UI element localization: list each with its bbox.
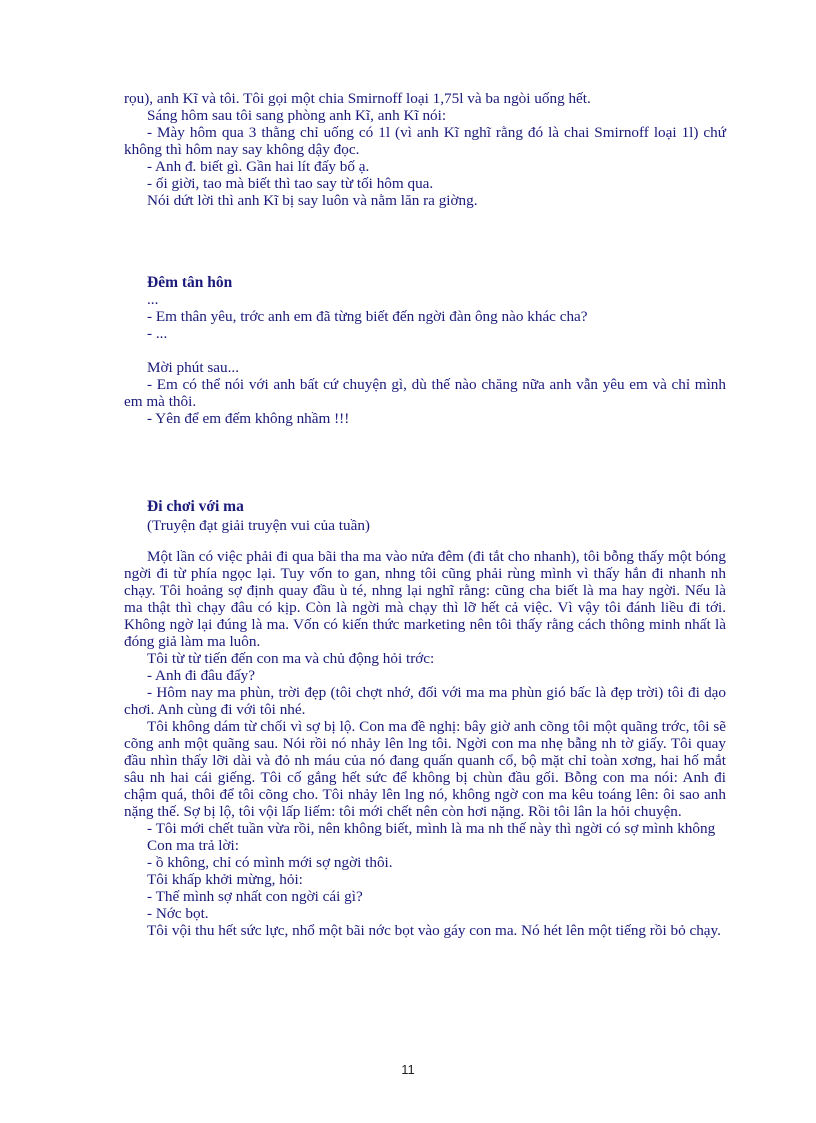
section-title: Đi chơi với ma xyxy=(147,498,244,515)
paragraph: Tôi vội thu hết sức lực, nhổ một bãi nớc bọt vào gáy con ma. Nó hét lên một tiếng rồi bỏ chạy. xyxy=(147,922,721,939)
paragraph: - ... xyxy=(147,325,168,342)
paragraph: Con ma trả lời: xyxy=(147,837,239,854)
section-di-choi-voi-ma xyxy=(124,498,726,939)
paragraph: - ối giời, tao mà biết thì tao say từ tối hôm qua. xyxy=(147,175,434,192)
paragraph: Tôi không dám từ chối vì sợ bị lộ. Con ma đề nghị: bây giờ anh cõng tôi một quãng trớc, tôi sẽ cõng anh một quãng sau. Nói rồi nó nhảy lên lng tôi. Ngời con ma nhẹ bẫng nh tờ giấy. Tôi quay đầu nhìn thấy lỡi dài và đỏ nh máu của nó đang quấn quanh cổ, bộ mặt chỉ toàn xơng, hai hố mắt sâu nh hai cái giếng. Tôi cố gắng hết sức để không bị chùn đầu gối. Bỗng con ma nói: Anh đi chậm quá, thôi để tôi cõng cho. Tôi nhảy lên lng nó, không ngờ con ma kêu toáng lên: ôi sao anh nặng thế. Sợ bị lộ, tôi vội lấp liếm: tôi mới chết nên còn hơi nặng. Rồi tôi lân la hỏi chuyện. xyxy=(124,718,726,820)
paragraph: - ồ không, chỉ có mình mới sợ ngời thôi. xyxy=(147,854,393,871)
paragraph: - Nớc bọt. xyxy=(147,905,209,922)
paragraph: ... xyxy=(147,291,159,308)
paragraph: - Tôi mới chết tuần vừa rồi, nên không biết, mình là ma nh thế này thì ngời có sợ mình không xyxy=(147,820,716,837)
paragraph: Nói dứt lời thì anh Kĩ bị say luôn và nằm lăn ra giờng. xyxy=(147,192,478,209)
paragraph: Mời phút sau... xyxy=(147,359,239,376)
paragraph: - Em thân yêu, trớc anh em đã từng biết đến ngời đàn ông nào khác cha? xyxy=(147,308,588,325)
paragraph: Sáng hôm sau tôi sang phòng anh Kĩ, anh Kĩ nói: xyxy=(147,107,447,124)
paragraph: - Mày hôm qua 3 thằng chỉ uống có 1l (vì anh Kĩ nghĩ rằng đó là chai Smirnoff loại 1l) chứ không thì hôm nay say không dậy đọc. xyxy=(124,124,726,158)
paragraph: Tôi từ từ tiến đến con ma và chủ động hỏi trớc: xyxy=(147,650,435,667)
story-ending-block xyxy=(124,90,726,209)
paragraph: - Em có thể nói với anh bất cứ chuyện gì, dù thế nào chăng nữa anh vẫn yêu em và chỉ mình em mà thôi. xyxy=(124,376,726,410)
page-number: 11 xyxy=(401,1062,415,1077)
paragraph: Tôi khấp khởi mừng, hỏi: xyxy=(147,871,303,888)
section-subtitle: (Truyện đạt giải truyện vui của tuần) xyxy=(147,517,370,534)
section-dem-tan-hon xyxy=(124,274,726,427)
paragraph: Một lần có việc phải đi qua bãi tha ma vào nửa đêm (đi tắt cho nhanh), tôi bỗng thấy một bóng ngời đi từ phía ngọc lại. Tuy vốn to gan, nhng tôi cũng phải rùng mình vì thấy hắn đi nhanh nh chạy. Tôi hoảng sợ định quay đầu ù té, nhng lại nghĩ rằng: cũng cha biết là ma hay ngời. Nếu là ma thật thì chạy đâu có kịp. Còn là ngời mà chạy thì lỡ hết cả việc. Vì vậy tôi đánh liều đi tới. Không ngờ lại đúng là ma. Vốn có kiến thức marketing nên tôi thấy rằng cách thông minh nhất là đóng giả làm ma luôn. xyxy=(124,548,726,650)
paragraph: - Anh đi đâu đấy? xyxy=(147,667,255,684)
paragraph: - Hôm nay ma phùn, trời đẹp (tôi chợt nhớ, đối với ma ma phùn gió bấc là đẹp trời) tôi đi dạo chơi. Anh cùng đi với tôi nhé. xyxy=(124,684,726,718)
paragraph: - Anh đ. biết gì. Gần hai lít đấy bố ạ. xyxy=(147,158,370,175)
paragraph: - Yên để em đếm không nhầm !!! xyxy=(147,410,350,427)
paragraph: - Thế mình sợ nhất con ngời cái gì? xyxy=(147,888,363,905)
paragraph: rọu), anh Kĩ và tôi. Tôi gọi một chia Smirnoff loại 1,75l và ba ngòi uống hết. xyxy=(124,90,591,107)
section-title: Đêm tân hôn xyxy=(147,274,233,291)
